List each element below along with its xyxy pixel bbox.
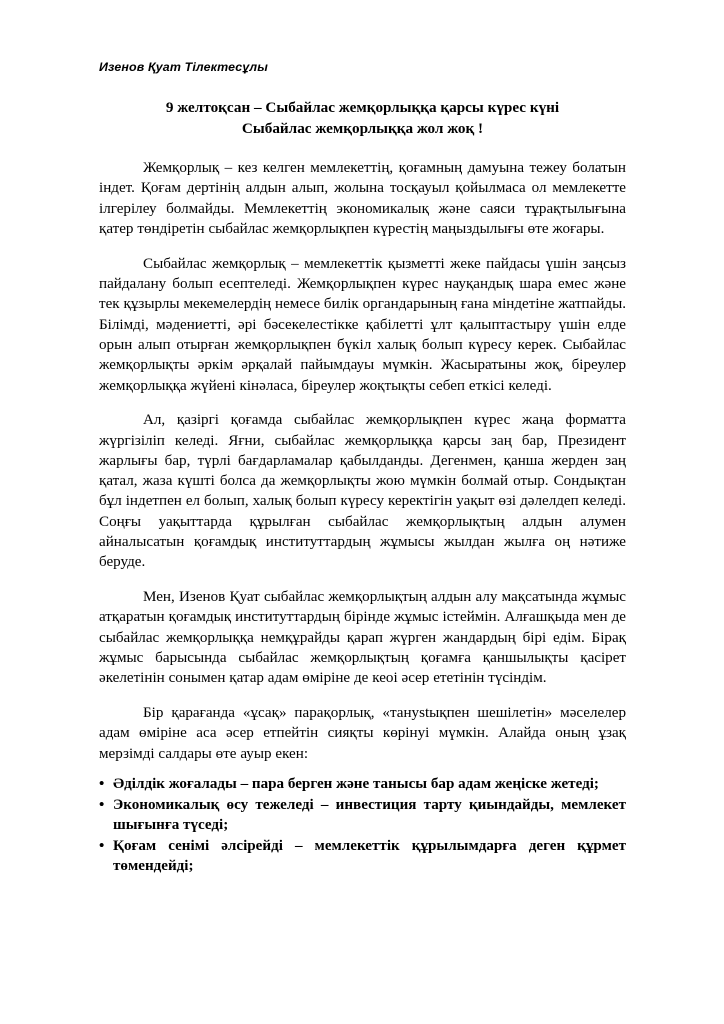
list-item-label: Қоғам сенімі әлсірейді – мемлекеттік құрылымдарға деген құрмет төмендейді;: [113, 837, 626, 875]
list-item: [99, 836, 626, 877]
author-byline: Изенов Қуат Тілектесұлы: [99, 60, 268, 74]
body-paragraph-2: Сыбайлас жемқорлық – мемлекеттік қызметті жеке пайдасы үшін заңсыз пайдалану болып есептеледі. Жемқорлықпен күрес науқандық шара емес және тек құзырлы мекемелердің немесе билік органдарының ғана міндетіне жатпайды. Білімді, мәдениетті, әрі бәсекелестікке қабілетті ұлт қалыптастыру үшін елде орын алып отырған жемқорлықпен бүкіл халық болып күресу керек. Сыбайлас жемқорлықты әркім әрқалай пайымдауы мүмкін. Жасыратыны жоқ, біреулер жемқорлыққа жүйені кінәласа, біреулер жоқтықты себеп еткісі келеді.: [99, 255, 626, 394]
body-paragraph-4: Мен, Изенов Қуат сыбайлас жемқорлықтың алдын алу мақсатында жұмыс атқаратын қоғамдық институттардың бірінде жұмыс істеймін. Алғашқыда мен де сыбайлас жемқорлыққа немқұрайды қарап жүрген жандардың бірі едім. Бірақ жұмыс барысында сыбайлас жемқорлықтың қоғамға қаншылықты қасірет әкелетінін сонымен қатар адам өміріне де кеоі әсер ететінін түсіндім.: [99, 589, 626, 687]
list-item: [99, 774, 626, 794]
list-item: [99, 795, 626, 836]
list-item-label: Экономикалық өсу тежеледі – инвестиция тарту қиындайды, мемлекет шығынға түседі;: [113, 796, 626, 834]
title-line-1: 9 желтоқсан – Сыбайлас жемқорлыққа қарсы күрес күні: [165, 98, 560, 116]
body-paragraph-1: Жемқорлық – кез келген мемлекеттің, қоғамның дамуына тежеу болатын індет. Қоғам дертінің алдын алып, жолына тосқауыл қойылмаса ол мемлекетте ілгерілеу болмайды. Мемлекеттің экономикалық және саяси тұрақтылығына қатер төндіретін сыбайлас жемқорлықпен күрестің маңыздылығы өте жоғары.: [99, 160, 626, 237]
bullet-icon: •: [99, 837, 105, 854]
bullet-icon: •: [99, 796, 105, 813]
body-paragraph-3: Ал, қазіргі қоғамда сыбайлас жемқорлықпен күрес жаңа форматта жүргізіліп келеді. Яғни, сыбайлас жемқорлыққа қарсы заң бар, Президент жарлығы бар, түрлі бағдарламалар қабылданды. Дегенмен, қанша жерден заң қатал, жаза күшті болса да жемқорлықты жою мүмкін болмай отыр. Сондықтан бұл індетпен ел болып, халық болып күресу керектігін уақыт өзі дәлелдеп келеді. Соңғы уақыттарда құрылған сыбайлас жемқорлықтың алдын алумен айналысатын қоғамдық институттардың жұмысы жылдан жылға оң нәтиже беруде.: [99, 412, 626, 571]
document-title: [99, 97, 626, 140]
list-item-label: Әділдік жоғалады – пара берген және танысы бар адам жеңіске жетеді;: [113, 776, 599, 793]
title-line-2: Сыбайлас жемқорлыққа жол жоқ !: [241, 120, 484, 138]
bullet-icon: •: [99, 776, 105, 793]
consequence-list: [99, 774, 626, 876]
body-paragraph-5: Бір қарағанда «ұсақ» парақорлық, «танystықпен шешілетін» мәселелер адам өміріне аса әсер етпейтін сияқты көрінуі мүмкін. Алайда оның ұзақ мерзімді салдары өте ауыр екен:: [99, 705, 626, 762]
